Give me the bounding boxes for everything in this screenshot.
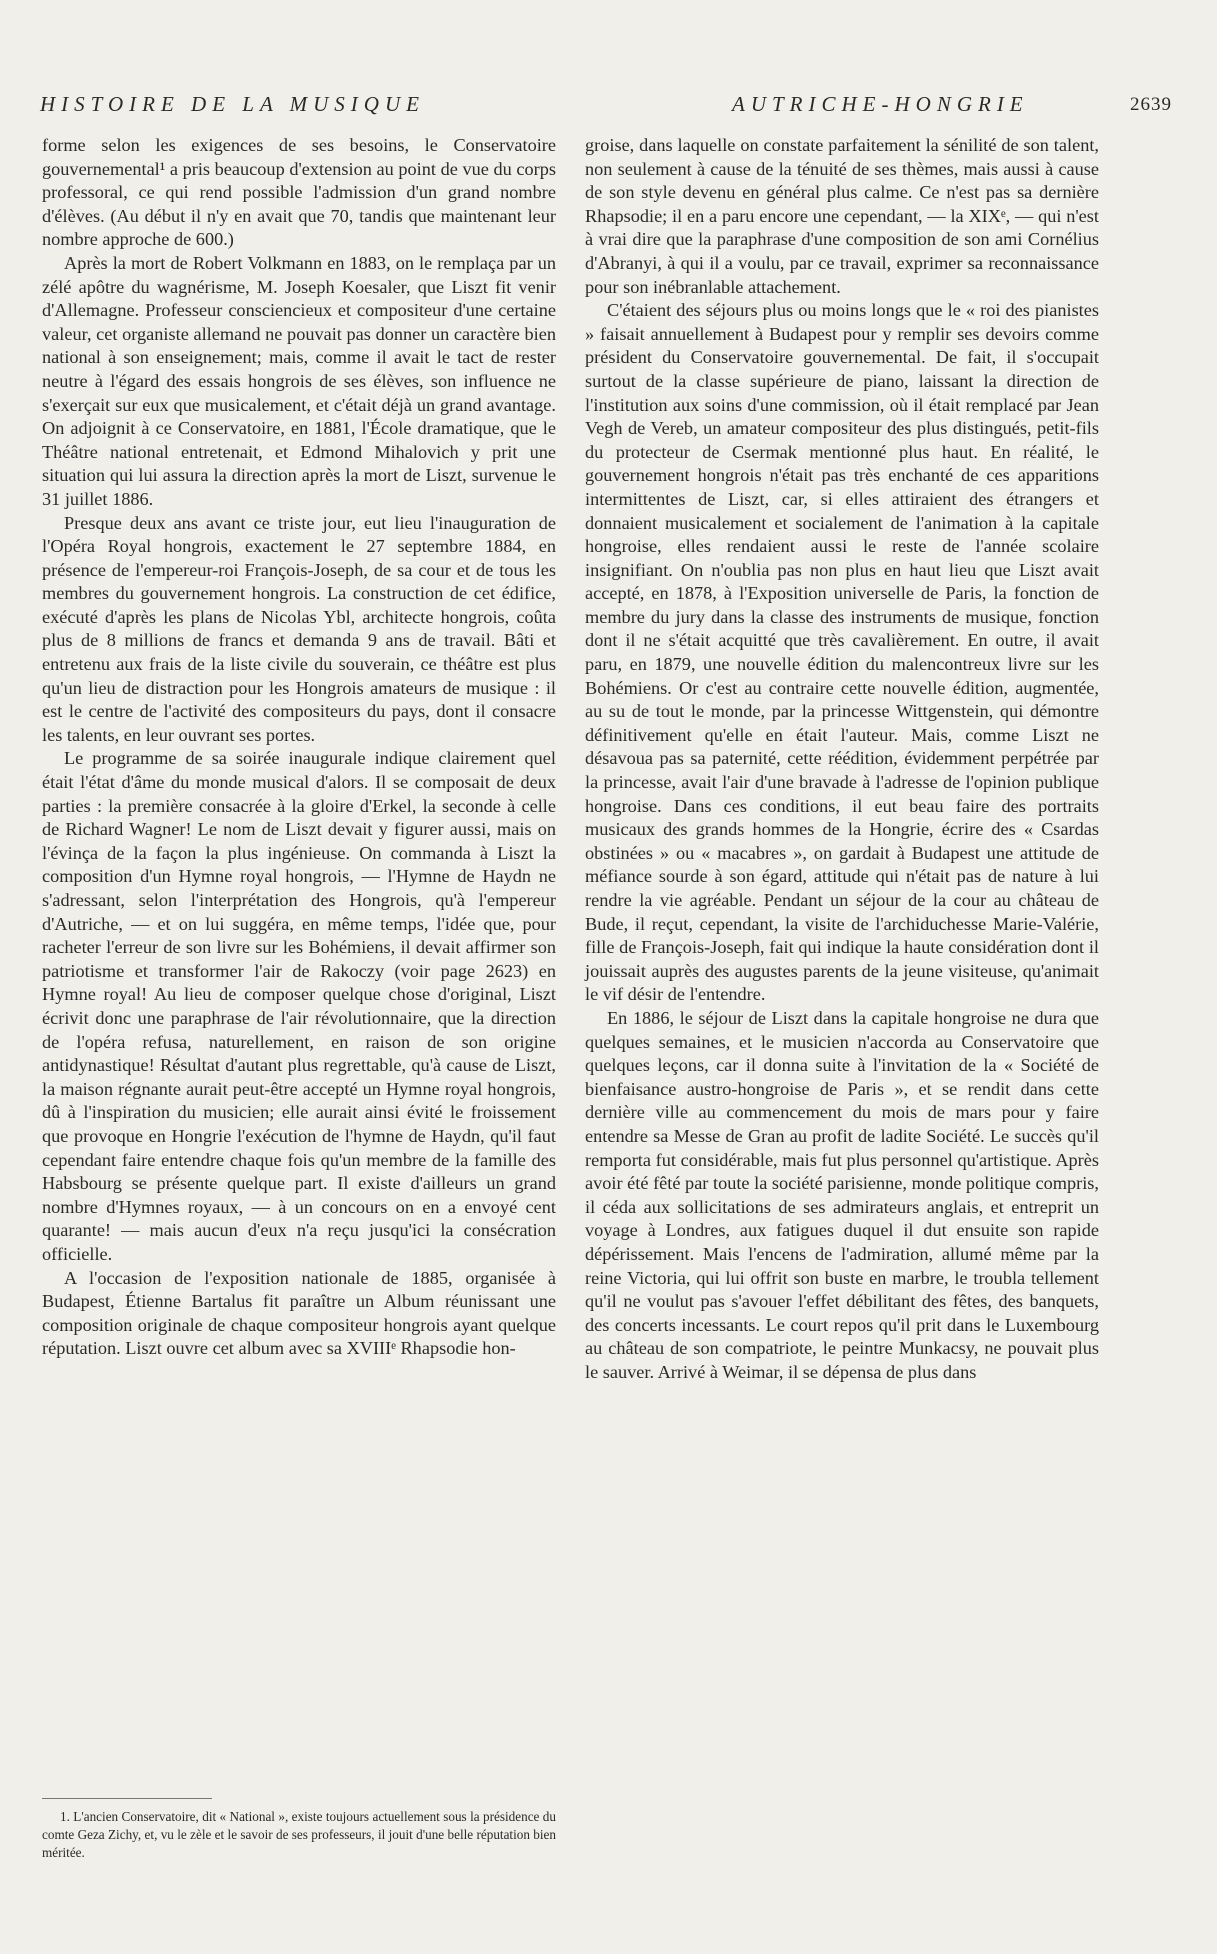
footnote-text: 1. L'ancien Conservatoire, dit « National », existe toujours actuellement sous la présidence du comte Geza Zichy, et, vu le zèle et le savoir de ses professeurs, il jouit d'une belle réputation bien méritée. [42, 1809, 556, 1860]
paragraph: A l'occasion de l'exposition nationale de 1885, organisée à Budapest, Étienne Bartalus fit paraître un Album réunissant une composition originale de chaque compositeur hongrois ayant quelque réputation. Liszt ouvre cet album avec sa XVIIIᵉ Rhapsodie hon- [42, 1267, 556, 1359]
running-head-right: AUTRICHE-HONGRIE [732, 92, 1029, 116]
right-column [585, 134, 1099, 1384]
footnote-rule [42, 1798, 212, 1799]
paragraph: Le programme de sa soirée inaugurale indique clairement quel était l'état d'âme du monde musical d'alors. Il se composait de deux parties : la première consacrée à la gloire d'Erkel, la seconde à celle de Richard Wagner! Le nom de Liszt devait y figurer aussi, mais on l'évinça de la façon la plus ingénieuse. On commanda à Liszt la composition d'un Hymne royal hongrois, — l'Hymne de Haydn ne s'adressant, selon l'interprétation des Hongrois, qu'à l'empereur d'Autriche, — et on lui suggéra, en même temps, l'idée que, pour racheter l'erreur de son livre sur les Bohémiens, il devait affirmer son patriotisme et transformer l'air de Rakoczy (voir page 2623) en Hymne royal! Au lieu de composer quelque chose d'original, Liszt écrivit donc une paraphrase de l'air révolutionnaire, que la direction de l'opéra refusa, naturellement, en raison de son origine antidynastique! Résultat d'autant plus regrettable, qu'à cause de Liszt, la maison régnante aurait peut-être accepté un Hymne royal hongrois, dû à l'inspiration du musicien; elle aurait ainsi évité le froissement que provoque en Hongrie l'exécution de l'hymne de Haydn, qu'il faut cependant faire entendre chaque fois qu'un membre de la famille des Habsbourg se présente quelque part. Il existe d'ailleurs un grand nombre d'Hymnes royaux, — à un concours on en a envoyé cent quarante! — mais aucun d'eux n'a reçu jusqu'ici la consécration officielle. [42, 748, 556, 1264]
paragraph: C'étaient des séjours plus ou moins longs que le « roi des pianistes » faisait annuellement à Budapest pour y remplir ses devoirs comme président du Conservatoire gouvernemental. De fait, il s'occupait surtout de la classe supérieure de piano, laissant la direction de l'institution aux soins d'une commission, où il était remplacé par Jean Vegh de Vereb, un amateur compositeur des plus distingués, petit-fils du protecteur de Csermak mentionné plus haut. En réalité, le gouvernement hongrois n'était pas très enchanté de ces apparitions intermittentes de Liszt, car, si elles attiraient des étrangers et donnaient musicalement et socialement de l'animation à la capitale hongroise, elles rendaient aussi le reste de l'année scolaire insignifiant. On n'oublia pas non plus en haut lieu que Liszt avait accepté, en 1878, à l'Exposition universelle de Paris, la fonction de membre du jury dans la classe des instruments de musique, fonction dont il ne s'était acquitté que très cavalièrement. En outre, il avait paru, en 1879, une nouvelle édition du malencontreux livre sur les Bohémiens. Or c'est au contraire cette nouvelle édition, augmentée, au su de tout le monde, par la princesse Wittgenstein, qui démontre définitivement qu'elle en était l'auteur. Mais, comme Liszt ne désavoua pas sa paternité, cette réédition, évidemment perpétrée par la princesse, avait l'air d'une bravade à l'adresse de l'opinion publique hongroise. Dans ces conditions, il eut beau faire des portraits musicaux des grands hommes de la Hongrie, écrire des « Csardas obstinées » ou « macabres », on gardait à Budapest une attitude de méfiance sourde à son égard, attitude qui n'était pas de nature à lui rendre la vie agréable. Pendant un séjour de la cour au château de Bude, il reçut, cependant, la visite de l'archiduchesse Marie-Valérie, fille de François-Joseph, fait qui indique la haute considération dont il jouissait auprès des augustes parents de la jeune visiteuse, qu'animait le vif désir de l'entendre. [585, 300, 1099, 1005]
running-head-left: HISTOIRE DE LA MUSIQUE [40, 92, 425, 116]
paragraph: Presque deux ans avant ce triste jour, eut lieu l'inauguration de l'Opéra Royal hongrois, exactement le 27 septembre 1884, en présence de l'empereur-roi François-Joseph, de sa cour et de tous les membres du gouvernement hongrois. La construction de cet édifice, exécuté d'après les plans de Nicolas Ybl, architecte hongrois, coûta plus de 8 millions de francs et demanda 9 ans de travail. Bâti et entretenu aux frais de la liste civile du souverain, ce théâtre est plus qu'un lieu de distraction pour les Hongrois amateurs de musique : il est le centre de l'activité des compositeurs du pays, dont il consacre les talents, en leur ouvrant ses portes. [42, 512, 556, 745]
left-column [42, 134, 556, 1361]
footnote [42, 1808, 556, 1862]
paragraph: forme selon les exigences de ses besoins, le Conservatoire gouvernemental¹ a pris beaucoup d'extension au point de vue du corps professoral, ce qui rend possible l'admission d'un grand nombre d'élèves. (Au début il n'y en avait que 70, tandis que maintenant leur nombre approche de 600.) [42, 135, 556, 250]
page-number: 2639 [1130, 94, 1172, 115]
paragraph: En 1886, le séjour de Liszt dans la capitale hongroise ne dura que quelques semaines, et le musicien n'accorda au Conservatoire que quelques leçons, car il donna suite à l'invitation de la « Société de bienfaisance austro-hongroise de Paris », et se rendit dans cette dernière ville au commencement du mois de mars pour y faire entendre sa Messe de Gran au profit de ladite Société. Le succès qu'il remporta fut considérable, mais fut plus personnel qu'artistique. Après avoir été fêté par toute la société parisienne, monde politique compris, il céda aux sollicitations de ses admirateurs anglais, et entreprit un voyage à Londres, aux fatigues duquel il dut ensuite son rapide dépérissement. Mais l'encens de l'admiration, allumé même par la reine Victoria, qui lui offrit son buste en marbre, le troubla tellement qu'il ne voulut pas s'avouer l'effet débilitant des fêtes, des banquets, des concerts incessants. Le court repos qu'il prit dans le Luxembourg au château de son compatriote, le peintre Munkacsy, ne pouvait plus le sauver. Arrivé à Weimar, il se dépensa de plus dans [585, 1007, 1099, 1382]
paragraph: groise, dans laquelle on constate parfaitement la sénilité de son talent, non seulement à cause de la ténuité de ses thèmes, mais aussi à cause de son style devenu en général plus calme. Ce n'est pas sa dernière Rhapsodie; il en a paru encore une cependant, — la XIXᵉ, — qui n'est à vrai dire que la paraphrase d'une composition de son ami Cornélius d'Abranyi, à qui il a voulu, par ce travail, exprimer sa reconnaissance pour son inébranlable attachement. [585, 135, 1099, 297]
paragraph: Après la mort de Robert Volkmann en 1883, on le remplaça par un zélé apôtre du wagnérisme, M. Joseph Koesaler, que Liszt fit venir d'Allemagne. Professeur consciencieux et compositeur d'une certaine valeur, cet organiste allemand ne pouvait pas donner un caractère bien national à son enseignement; mais, comme il avait le tact de rester neutre à l'égard des essais hongrois de ses élèves, son influence ne s'exerçait sur eux que musicalement, et c'était déjà un grand avantage. On adjoignit à ce Conservatoire, en 1881, l'École dramatique, que le Théâtre national entretenait, et Edmond Mihalovich y prit une situation qui lui assura la direction après la mort de Liszt, survenue le 31 juillet 1886. [42, 252, 556, 509]
